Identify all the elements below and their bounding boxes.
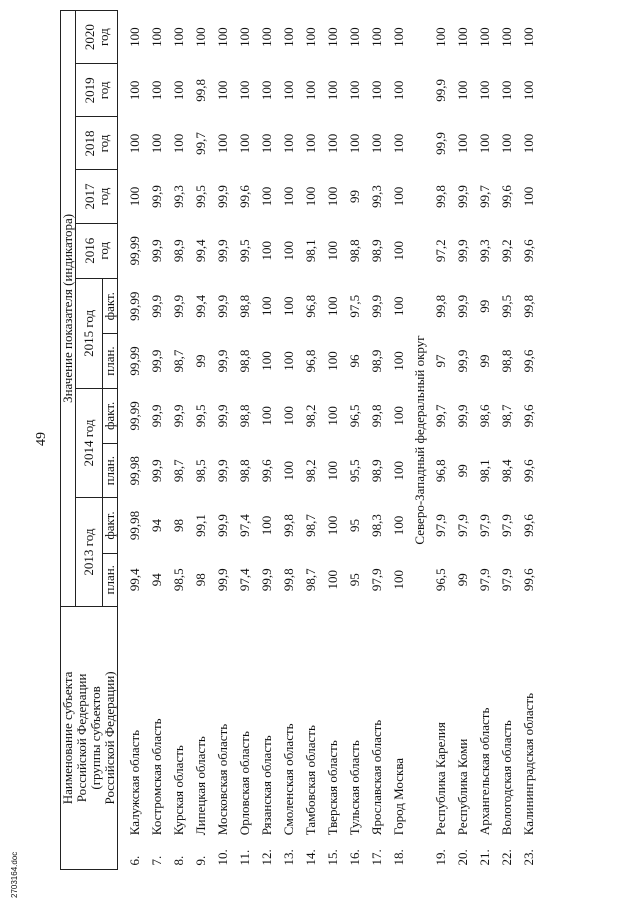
value-cell: 99,7 xyxy=(193,132,208,155)
value-cell: 97,4 xyxy=(237,514,252,537)
subject-name: Архангельская область xyxy=(477,707,492,836)
subject-name-header xyxy=(61,606,118,869)
value-cell: 100 xyxy=(325,570,340,590)
value-cell: 98,8 xyxy=(237,349,252,373)
value-cell: 100 xyxy=(433,27,448,47)
value-cell: 100 xyxy=(281,296,296,316)
table-row xyxy=(452,11,474,870)
value-cell: 99,4 xyxy=(193,239,208,263)
value-cell: 100 xyxy=(325,133,340,154)
value-cell: 100 xyxy=(325,241,340,261)
row-number: 9. xyxy=(193,855,208,866)
value-cell: 100 xyxy=(215,133,230,154)
value-cell: 99,7 xyxy=(477,185,492,208)
header-line: Наименование субъекта xyxy=(60,671,75,805)
value-cell: 100 xyxy=(127,80,142,101)
value-cell: 97,9 xyxy=(455,514,470,537)
value-cell: 98,8 xyxy=(237,459,252,483)
value-cell: 99,9 xyxy=(149,239,164,263)
fact-header: факт. xyxy=(103,388,118,443)
value-cell: 99,9 xyxy=(455,185,470,208)
value-cell: 98,9 xyxy=(171,239,186,263)
value-cell: 100 xyxy=(455,133,470,154)
year-2019-header xyxy=(76,64,118,117)
value-cell: 99,6 xyxy=(499,185,514,208)
table-row xyxy=(212,11,234,870)
value-cell: 100 xyxy=(127,133,142,154)
value-cell: 100 xyxy=(171,80,186,101)
value-cell: 100 xyxy=(281,133,296,154)
value-cell: 100 xyxy=(303,133,318,154)
table-row xyxy=(300,11,322,870)
value-cell: 100 xyxy=(259,296,274,316)
value-cell: 96,8 xyxy=(303,349,318,373)
value-cell: 100 xyxy=(391,241,406,261)
value-cell: 99,9 xyxy=(149,349,164,373)
value-cell: 100 xyxy=(325,515,340,536)
value-cell: 100 xyxy=(259,186,274,207)
value-cell: 99,9 xyxy=(215,514,230,537)
row-number: 7. xyxy=(149,855,164,866)
value-cell: 94 xyxy=(149,573,164,587)
year-number: 2016 xyxy=(81,237,97,264)
value-cell: 100 xyxy=(127,186,142,207)
value-cell: 100 xyxy=(127,27,142,47)
value-cell: 99,6 xyxy=(237,185,252,208)
value-cell: 98,5 xyxy=(171,568,186,592)
year-2020-header xyxy=(76,11,118,64)
value-cell: 95 xyxy=(347,573,362,587)
value-cell: 100 xyxy=(303,27,318,47)
value-cell: 100 xyxy=(521,27,536,47)
value-cell: 99,98 xyxy=(127,456,142,486)
value-cell: 96,8 xyxy=(433,459,448,483)
value-cell: 99,5 xyxy=(237,239,252,263)
value-cell: 96,5 xyxy=(347,404,362,428)
value-cell: 98,8 xyxy=(347,239,362,263)
value-cell: 99,6 xyxy=(521,239,536,263)
value-cell: 99 xyxy=(347,190,362,204)
value-cell: 99,4 xyxy=(193,294,208,318)
subject-name: Тульская область xyxy=(347,740,362,836)
value-cell: 99 xyxy=(455,464,470,478)
value-cell: 100 xyxy=(325,27,340,47)
value-cell: 100 xyxy=(369,133,384,154)
document-code: 2703164.doc xyxy=(10,851,19,898)
table-row xyxy=(496,11,518,870)
subject-name: Тамбовская область xyxy=(303,725,318,836)
subject-name: Московская область xyxy=(215,723,230,836)
value-cell: 96 xyxy=(347,354,362,368)
value-cell: 100 xyxy=(499,80,514,101)
value-cell: 98,9 xyxy=(369,349,384,373)
year-2016-header xyxy=(76,223,118,278)
year-word: год xyxy=(95,241,111,260)
value-cell: 100 xyxy=(237,27,252,47)
value-cell: 97,9 xyxy=(369,568,384,592)
row-number: 8. xyxy=(171,855,186,866)
value-cell: 98,9 xyxy=(369,459,384,483)
value-cell: 99,99 xyxy=(127,236,142,266)
value-cell: 98,7 xyxy=(499,404,514,428)
value-cell: 99,9 xyxy=(149,294,164,318)
value-cell: 99,3 xyxy=(477,239,492,263)
row-number: 6. xyxy=(127,855,142,866)
value-cell: 100 xyxy=(281,460,296,481)
value-cell: 100 xyxy=(149,133,164,154)
value-cell: 100 xyxy=(259,27,274,47)
year-number: 2018 xyxy=(81,130,97,157)
table-row xyxy=(344,11,366,870)
value-cell: 100 xyxy=(391,351,406,371)
value-cell: 100 xyxy=(303,186,318,207)
year-number: 2020 xyxy=(81,24,97,51)
value-cell: 100 xyxy=(347,133,362,154)
row-number: 20. xyxy=(455,849,470,866)
value-cell: 99,6 xyxy=(521,514,536,537)
value-cell: 100 xyxy=(171,27,186,47)
value-cell: 100 xyxy=(391,186,406,207)
table-header xyxy=(61,11,118,870)
value-cell: 98,7 xyxy=(303,568,318,592)
table-row xyxy=(146,11,168,870)
row-number: 10. xyxy=(215,849,230,866)
value-cell: 99,9 xyxy=(215,568,230,592)
table-row xyxy=(366,11,388,870)
value-cell: 99,4 xyxy=(127,568,142,592)
value-cell: 100 xyxy=(369,80,384,101)
year-2013-header: 2013 год xyxy=(76,498,103,607)
value-cell: 100 xyxy=(281,80,296,101)
value-cell: 100 xyxy=(259,351,274,371)
plan-header: план. xyxy=(103,334,118,388)
row-number: 21. xyxy=(477,849,492,866)
value-cell: 100 xyxy=(391,406,406,426)
value-cell: 98,8 xyxy=(499,349,514,373)
year-number: 2019 xyxy=(81,77,97,104)
value-cell: 100 xyxy=(259,515,274,536)
value-cell: 100 xyxy=(171,133,186,154)
value-cell: 99,9 xyxy=(215,185,230,208)
federal-district-label: Северо-Западный федеральный округ xyxy=(412,335,427,545)
subject-name: Республика Коми xyxy=(455,738,470,836)
value-cell: 100 xyxy=(455,27,470,47)
year-2014-header: 2014 год xyxy=(76,388,103,498)
value-cell: 100 xyxy=(281,186,296,207)
subject-name: Вологодская область xyxy=(499,720,514,836)
value-cell: 98,7 xyxy=(171,459,186,483)
value-cell: 100 xyxy=(259,406,274,426)
value-cell: 99,9 xyxy=(369,294,384,318)
table-row xyxy=(118,11,147,870)
value-cell: 100 xyxy=(477,133,492,154)
value-cell: 97,9 xyxy=(433,514,448,537)
subject-name: Курская область xyxy=(171,745,186,836)
value-cell: 99,1 xyxy=(193,514,208,537)
row-number: 14. xyxy=(303,849,318,866)
value-cell: 100 xyxy=(455,80,470,101)
value-cell: 95 xyxy=(347,519,362,533)
value-cell: 99,9 xyxy=(259,568,274,592)
value-cell: 100 xyxy=(477,80,492,101)
value-cell: 99,9 xyxy=(171,294,186,318)
value-cell: 99 xyxy=(193,354,208,368)
value-cell: 99,9 xyxy=(455,349,470,373)
value-cell: 99 xyxy=(455,573,470,587)
value-cell: 99,9 xyxy=(149,404,164,428)
value-cell: 99,3 xyxy=(171,185,186,208)
subject-name: Ярославская область xyxy=(369,719,384,836)
indicator-header: Значение показателя (индикатора) xyxy=(61,11,76,607)
value-cell: 100 xyxy=(259,241,274,261)
value-cell: 99,9 xyxy=(215,294,230,318)
page-number: 49 xyxy=(34,432,49,446)
row-number: 17. xyxy=(369,849,384,866)
subject-name: Калужская область xyxy=(127,729,142,836)
value-cell: 99,9 xyxy=(171,404,186,428)
header-line: (группы субъектов xyxy=(88,686,103,790)
fact-header: факт. xyxy=(103,279,118,334)
value-cell: 100 xyxy=(325,186,340,207)
value-cell: 98,7 xyxy=(303,514,318,537)
table-row xyxy=(388,11,410,870)
value-cell: 99,8 xyxy=(193,78,208,102)
value-cell: 100 xyxy=(259,80,274,101)
value-cell: 97,9 xyxy=(477,514,492,537)
subject-name: Калининградская область xyxy=(521,692,536,836)
value-cell: 100 xyxy=(521,80,536,101)
value-cell: 100 xyxy=(369,27,384,47)
year-word: год xyxy=(95,28,111,47)
row-number: 23. xyxy=(521,849,536,866)
value-cell: 99,8 xyxy=(281,568,296,592)
value-cell: 100 xyxy=(149,80,164,101)
value-cell: 99,8 xyxy=(433,294,448,318)
fact-header: факт. xyxy=(103,498,118,553)
value-cell: 97,9 xyxy=(499,568,514,592)
value-cell: 98,4 xyxy=(499,459,514,483)
value-cell: 99,8 xyxy=(433,185,448,208)
value-cell: 98,7 xyxy=(171,349,186,373)
year-2015-header: 2015 год xyxy=(76,279,103,389)
table-row xyxy=(168,11,190,870)
value-cell: 99,8 xyxy=(521,294,536,318)
value-cell: 100 xyxy=(149,27,164,47)
row-number: 19. xyxy=(433,849,448,866)
value-cell: 97,9 xyxy=(499,514,514,537)
value-cell: 98,9 xyxy=(369,239,384,263)
value-cell: 97 xyxy=(433,354,448,368)
value-cell: 100 xyxy=(499,133,514,154)
row-number: 13. xyxy=(281,849,296,866)
value-cell: 100 xyxy=(325,460,340,481)
value-cell: 99,8 xyxy=(281,514,296,537)
value-cell: 99,9 xyxy=(433,132,448,155)
value-cell: 99,8 xyxy=(369,404,384,428)
subject-name: Тверская область xyxy=(325,740,340,836)
value-cell: 100 xyxy=(237,80,252,101)
value-cell: 99,5 xyxy=(499,294,514,318)
year-2018-header xyxy=(76,117,118,170)
value-cell: 99,6 xyxy=(521,349,536,373)
value-cell: 99,6 xyxy=(521,568,536,592)
value-cell: 100 xyxy=(521,186,536,207)
value-cell: 99,9 xyxy=(433,78,448,102)
value-cell: 100 xyxy=(347,27,362,47)
value-cell: 99,2 xyxy=(499,239,514,263)
value-cell: 99,9 xyxy=(215,239,230,263)
row-number: 22. xyxy=(499,849,514,866)
value-cell: 98,8 xyxy=(237,404,252,428)
value-cell: 99,9 xyxy=(215,459,230,483)
rotated-table-sheet xyxy=(60,10,560,870)
row-number: 18. xyxy=(391,849,406,866)
value-cell: 100 xyxy=(391,296,406,316)
value-cell: 100 xyxy=(521,133,536,154)
subject-name: Город Москва xyxy=(391,757,406,836)
value-cell: 99,9 xyxy=(455,239,470,263)
subject-name: Рязанская область xyxy=(259,735,274,836)
value-cell: 99,7 xyxy=(433,404,448,428)
plan-header: план. xyxy=(103,444,118,498)
value-cell: 97,9 xyxy=(477,568,492,592)
value-cell: 100 xyxy=(325,406,340,426)
value-cell: 98,1 xyxy=(303,239,318,263)
row-number: 15. xyxy=(325,849,340,866)
table-body xyxy=(118,11,541,870)
value-cell: 98,5 xyxy=(193,459,208,483)
header-line: Российской Федерации xyxy=(74,673,89,803)
subject-name: Орловская область xyxy=(237,731,252,836)
value-cell: 100 xyxy=(215,80,230,101)
value-cell: 98 xyxy=(171,519,186,533)
value-cell: 97,4 xyxy=(237,568,252,592)
year-2017-header xyxy=(76,170,118,223)
value-cell: 98,3 xyxy=(369,514,384,537)
value-cell: 100 xyxy=(281,351,296,371)
value-cell: 96,8 xyxy=(303,294,318,318)
value-cell: 99,9 xyxy=(149,459,164,483)
value-cell: 100 xyxy=(325,296,340,316)
value-cell: 99,5 xyxy=(193,404,208,428)
row-number: 16. xyxy=(347,849,362,866)
value-cell: 99 xyxy=(477,354,492,368)
value-cell: 98,1 xyxy=(477,459,492,483)
year-word: год xyxy=(95,81,111,100)
value-cell: 100 xyxy=(391,80,406,101)
value-cell: 99,5 xyxy=(193,185,208,208)
value-cell: 94 xyxy=(149,519,164,533)
value-cell: 99,6 xyxy=(521,459,536,483)
row-number: 11. xyxy=(237,849,252,866)
table-row xyxy=(278,11,300,870)
table-row xyxy=(518,11,540,870)
value-cell: 100 xyxy=(391,570,406,590)
value-cell: 99,9 xyxy=(215,404,230,428)
value-cell: 99,99 xyxy=(127,346,142,376)
row-number: 12. xyxy=(259,849,274,866)
value-cell: 99,6 xyxy=(259,459,274,483)
value-cell: 100 xyxy=(477,27,492,47)
value-cell: 100 xyxy=(499,27,514,47)
value-cell: 99,6 xyxy=(521,404,536,428)
value-cell: 99,99 xyxy=(127,291,142,321)
value-cell: 100 xyxy=(259,133,274,154)
value-cell: 100 xyxy=(281,27,296,47)
value-cell: 97,5 xyxy=(347,294,362,318)
value-cell: 100 xyxy=(391,515,406,536)
value-cell: 96,5 xyxy=(433,568,448,592)
table-row xyxy=(190,11,212,870)
subject-name: Костромская область xyxy=(149,718,164,836)
value-cell: 100 xyxy=(391,133,406,154)
value-cell: 100 xyxy=(303,80,318,101)
value-cell: 100 xyxy=(215,27,230,47)
value-cell: 98,2 xyxy=(303,459,318,483)
year-word: год xyxy=(95,134,111,153)
table-row xyxy=(430,11,452,870)
subject-name: Липецкая область xyxy=(193,736,208,836)
value-cell: 98 xyxy=(193,573,208,587)
value-cell: 100 xyxy=(391,27,406,47)
value-cell: 100 xyxy=(347,80,362,101)
value-cell: 99,9 xyxy=(455,294,470,318)
year-number: 2017 xyxy=(81,183,97,210)
value-cell: 100 xyxy=(237,133,252,154)
subject-name: Смоленская область xyxy=(281,723,296,836)
value-cell: 100 xyxy=(325,80,340,101)
value-cell: 99,9 xyxy=(149,185,164,208)
value-cell: 99,9 xyxy=(455,404,470,428)
value-cell: 99,99 xyxy=(127,401,142,431)
value-cell: 100 xyxy=(281,406,296,426)
group-row xyxy=(410,11,430,870)
value-cell: 100 xyxy=(193,27,208,47)
table-row xyxy=(256,11,278,870)
value-cell: 99,98 xyxy=(127,510,142,541)
value-cell: 99,9 xyxy=(215,349,230,373)
value-cell: 95,5 xyxy=(347,459,362,483)
table-row xyxy=(234,11,256,870)
value-cell: 100 xyxy=(325,351,340,371)
indicator-table xyxy=(60,10,540,870)
value-cell: 98,6 xyxy=(477,404,492,428)
table-row xyxy=(474,11,496,870)
value-cell: 99 xyxy=(477,299,492,313)
value-cell: 98,2 xyxy=(303,404,318,428)
year-word: год xyxy=(95,187,111,206)
value-cell: 100 xyxy=(281,241,296,261)
value-cell: 97,2 xyxy=(433,239,448,263)
header-line: Российской Федерации) xyxy=(102,671,117,805)
value-cell: 100 xyxy=(391,460,406,481)
plan-header: план. xyxy=(103,553,118,606)
value-cell: 99,3 xyxy=(369,185,384,208)
subject-name: Республика Карелия xyxy=(433,722,448,836)
value-cell: 98,8 xyxy=(237,294,252,318)
table-row xyxy=(322,11,344,870)
